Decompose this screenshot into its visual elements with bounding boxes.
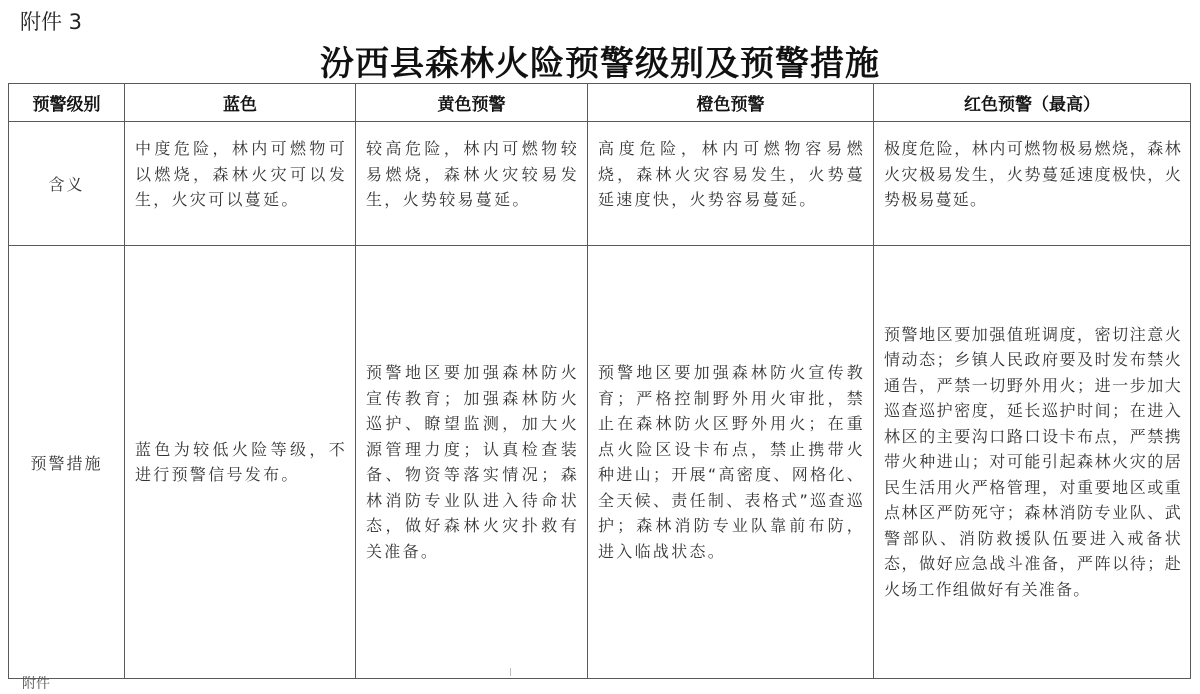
header-yellow: 黄色预警: [356, 84, 588, 122]
meaning-orange: 高度危险，林内可燃物容易燃烧，森林火灾容易发生，火势蔓延速度快，火势容易蔓延。: [588, 122, 874, 246]
measures-red: 预警地区要加强值班调度，密切注意火情动态；乡镇人民政府要及时发布禁火通告，严禁一切野外用火；进一步加大巡查巡护密度，延长巡护时间；在进入林区的主要沟口路口设卡布点，严禁携带火种进山；对可能引起森林火灾的居民生活用火严格管理，对重要地区或重点林区严防死守；森林消防专业队、武警部队、消防救援队伍要进入戒备状态，做好应急战斗准备，严阵以待；赴火场工作组做好有关准备。: [874, 246, 1191, 679]
header-level: 预警级别: [9, 84, 125, 122]
page-divider-tick: [510, 668, 511, 676]
row-label-measures: 预警措施: [9, 246, 125, 679]
next-page-fragment: 附件: [22, 676, 50, 692]
header-row: [9, 84, 1191, 122]
fire-warning-table: [8, 83, 1191, 679]
table-row-meaning: [9, 122, 1191, 246]
measures-yellow: 预警地区要加强森林防火宣传教育；加强森林防火巡护、瞭望监测，加大火源管理力度；认真检查装备、物资等落实情况；森林消防专业队进入待命状态，做好森林火灾扑救有关准备。: [356, 246, 588, 679]
header-orange: 橙色预警: [588, 84, 874, 122]
header-red: 红色预警（最高）: [874, 84, 1191, 122]
row-label-meaning: 含义: [9, 122, 125, 246]
header-blue: 蓝色: [125, 84, 356, 122]
meaning-yellow: 较高危险，林内可燃物较易燃烧，森林火灾较易发生，火势较易蔓延。: [356, 122, 588, 246]
table-row-measures: [9, 246, 1191, 679]
attachment-label: 附件 3: [20, 10, 83, 34]
measures-blue: 蓝色为较低火险等级，不进行预警信号发布。: [125, 246, 356, 679]
meaning-blue: 中度危险，林内可燃物可以燃烧，森林火灾可以发生，火灾可以蔓延。: [125, 122, 356, 246]
meaning-red: 极度危险，林内可燃物极易燃烧，森林火灾极易发生，火势蔓延速度极快，火势极易蔓延。: [874, 122, 1191, 246]
measures-orange: 预警地区要加强森林防火宣传教育；严格控制野外用火审批，禁止在森林防火区野外用火；在重点火险区设卡布点，禁止携带火种进山；开展“高密度、网格化、全天候、责任制、表格式”巡查巡护；森林消防专业队靠前布防，进入临战状态。: [588, 246, 874, 679]
document-title: 汾西县森林火险预警级别及预警措施: [320, 44, 880, 84]
